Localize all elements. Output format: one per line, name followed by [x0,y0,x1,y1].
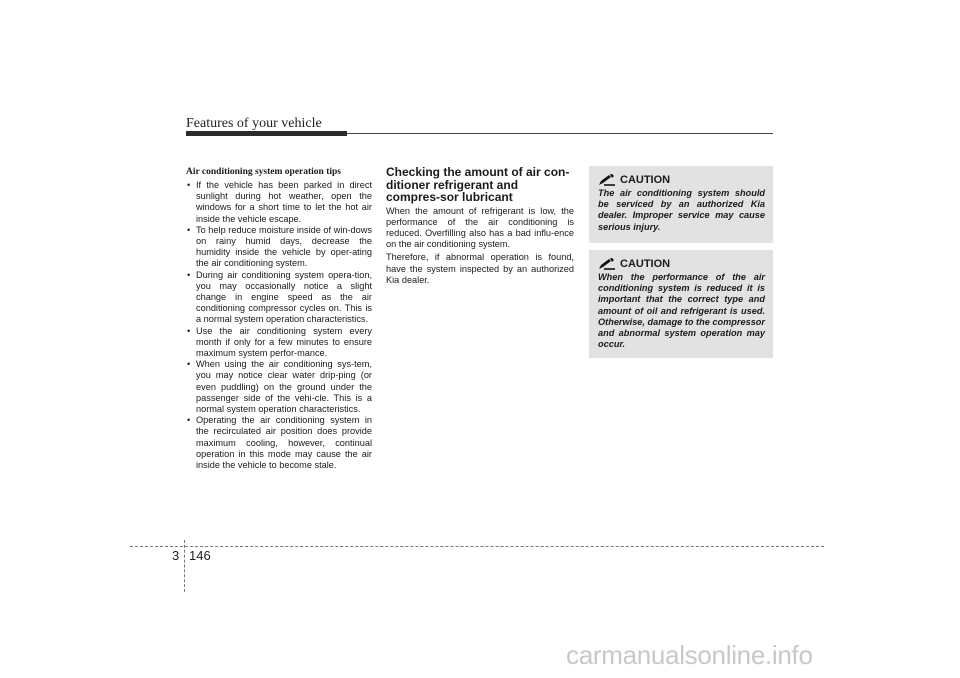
bullet-dot: • [187,180,191,190]
refrigerant-heading: Checking the amount of air con-ditioner refrigerant and compres-sor lubricant [386,165,570,204]
refrigerant-column [386,166,574,288]
tip-item: • Operating the air conditioning system in the recirculated air position does provide maximum cooling, however, continual operation in this mode may cause the air inside the vehicle to become stale. [187,415,372,471]
page-number: 146 [189,548,211,563]
bullet-dot: • [187,359,191,370]
tips-column [186,166,372,471]
caution-box [589,250,773,358]
bullet-dot: • [187,415,191,426]
tips-heading: Air conditioning system operation tips [186,167,342,177]
caution-pencil-icon [598,258,616,270]
tip-item: • During air conditioning system opera-tion, you may occasionally notice a slight change in engine speed as the air conditioning compressor cycles on. This is a normal system operation characteristics. [187,269,372,325]
caution-header [598,173,765,187]
tip-item: • If the vehicle has been parked in direct sunlight during hot weather, open the windows for a short time to let the hot air inside the vehicle escape. [187,180,372,224]
bullet-dot: • [187,325,191,336]
caution-title: CAUTION [620,258,671,270]
bullet-dot: • [187,224,191,235]
refrigerant-paragraph: When the amount of refrigerant is low, the performance of the air conditioning is reduced. Overfilling also has a bad influ-ence on the air conditioning system. [386,205,574,250]
footer-divider [184,540,185,592]
chapter-number: 3 [172,548,180,563]
caution-box [589,166,773,243]
watermark: carmanualsonline.info [566,640,813,670]
caution-text: The air conditioning system should be serviced by an authorized Kia dealer. Improper service may cause serious injury. [598,188,765,232]
caution-text: When the performance of the air conditioning system is reduced it is important that the correct type and amount of oil and refrigerant is used. Otherwise, damage to the compressor and abnormal system operation may occur. [598,272,765,350]
header-rule [347,133,773,134]
tips-list [186,180,372,471]
caution-title: CAUTION [620,174,671,186]
tip-item: • To help reduce moisture inside of win-dows on rainy humid days, decrease the humidity inside the vehicle by oper-ating the air conditioning system. [187,224,372,269]
header-bar [186,131,347,136]
tip-item: • Use the air conditioning system every month if only for a few minutes to ensure maximum system perfor-mance. [187,325,372,359]
tip-item: • When using the air conditioning sys-tem, you may notice clear water drip-ping (or even puddling) on the ground under the passenger side of the vehi-cle. This is a normal system operation characteristics. [187,359,372,415]
caution-pencil-icon [598,174,616,186]
page-header-title: Features of your vehicle [186,116,322,131]
footer-rule [130,546,824,547]
caution-header [598,257,765,271]
refrigerant-paragraph: Therefore, if abnormal operation is found, have the system inspected by an authorized Kia dealer. [386,252,574,285]
bullet-dot: • [187,269,191,280]
